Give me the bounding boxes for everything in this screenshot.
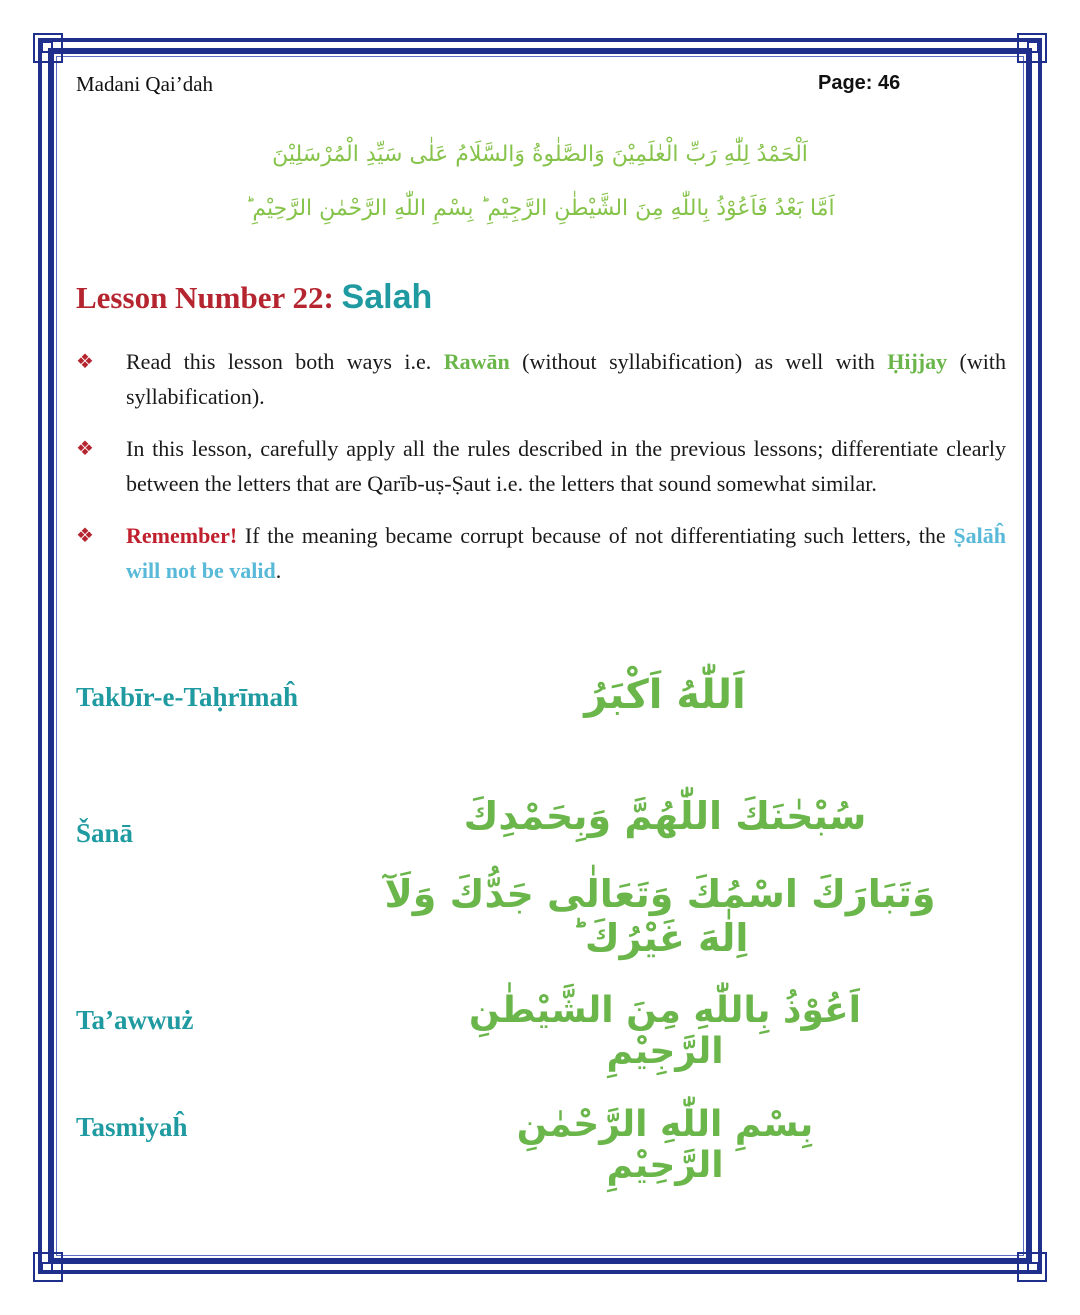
- section-label-takbir: Takbīr-e-Taḥrīmaĥ: [76, 682, 299, 712]
- list-item: ❖ In this lesson, carefully apply all the rules described in the previous lessons; differentiate clearly between the letters that are Qarīb-uṣ-Ṣaut i.e. the letters that sound somewhat similar.: [76, 431, 1006, 501]
- book-title: Madani Qai’dah: [76, 72, 214, 96]
- lesson-number: Lesson Number 22:: [76, 280, 342, 315]
- lesson-name: Salah: [341, 278, 433, 316]
- bullet-diamond-icon: ❖: [76, 436, 94, 460]
- arabic-takbir: اَللّٰهُ اَكْبَرُ: [584, 672, 746, 718]
- page-number: Page: 46: [818, 72, 901, 94]
- keyword-rawan: Rawān: [443, 349, 510, 374]
- list-item: ❖ Read this lesson both ways i.e. Rawān (without syllabification) as well with Ḥijjay (with syllabification).: [76, 344, 1006, 414]
- corner-ornament-bottom-right: [1017, 1252, 1047, 1282]
- section-label-sana: Šanā: [76, 818, 134, 848]
- arabic-sana-line-1: سُبْحٰنَكَ اللّٰهُمَّ وَبِحَمْدِكَ: [463, 794, 867, 838]
- list-item: ❖ Remember! If the meaning became corrupt because of not differentiating such letters, the Ṣalāĥ will not be valid.: [76, 518, 1006, 588]
- instruction-list: [76, 344, 1006, 605]
- page-border-line: [56, 56, 1024, 1256]
- section-label-tasmiyah: Tasmiyaĥ: [76, 1112, 188, 1142]
- corner-ornament-top-left: [33, 33, 63, 63]
- invocation-line-1: اَلْحَمْدُ لِلّٰهِ رَبِّ الْعٰلَمِيْنَ وَالصَّلٰوةُ وَالسَّلَامُ عَلٰى سَيِّدِ الْمُرْسَلِيْنَ: [272, 142, 808, 167]
- keyword-hijjay: Ḥijjay: [887, 349, 948, 374]
- corner-ornament-bottom-left: [33, 1252, 63, 1282]
- keyword-remember: Remember!: [126, 523, 238, 548]
- arabic-sana-line-2: وَتَبَارَكَ اسْمُكَ وَتَعَالٰى جَدُّكَ وَلَآ اِلٰهَ غَيْرُكَ ؕ: [384, 872, 936, 960]
- keyword-salah-not-valid: Ṣalāĥ will not be valid: [126, 523, 1006, 583]
- arabic-tasmiyah: بِسْمِ اللّٰهِ الرَّحْمٰنِ الرَّحِيْمِ: [516, 1104, 814, 1186]
- bullet-diamond-icon: ❖: [76, 349, 94, 373]
- lesson-title: [76, 278, 432, 317]
- corner-ornament-top-right: [1017, 33, 1047, 63]
- arabic-taawwuz: اَعُوْذُ بِاللّٰهِ مِنَ الشَّيْطٰنِ الرَّجِيْمِ: [469, 990, 861, 1072]
- bullet-diamond-icon: ❖: [76, 523, 94, 547]
- section-label-taawwuz: Ta’awwuż: [76, 1005, 194, 1035]
- invocation-line-2: اَمَّا بَعْدُ فَاَعُوْذُ بِاللّٰهِ مِنَ الشَّيْطٰنِ الرَّجِيْمِ ؕ بِسْمِ اللّٰهِ الرَّحْمٰنِ الرَّحِيْمِ ؕ: [245, 196, 835, 221]
